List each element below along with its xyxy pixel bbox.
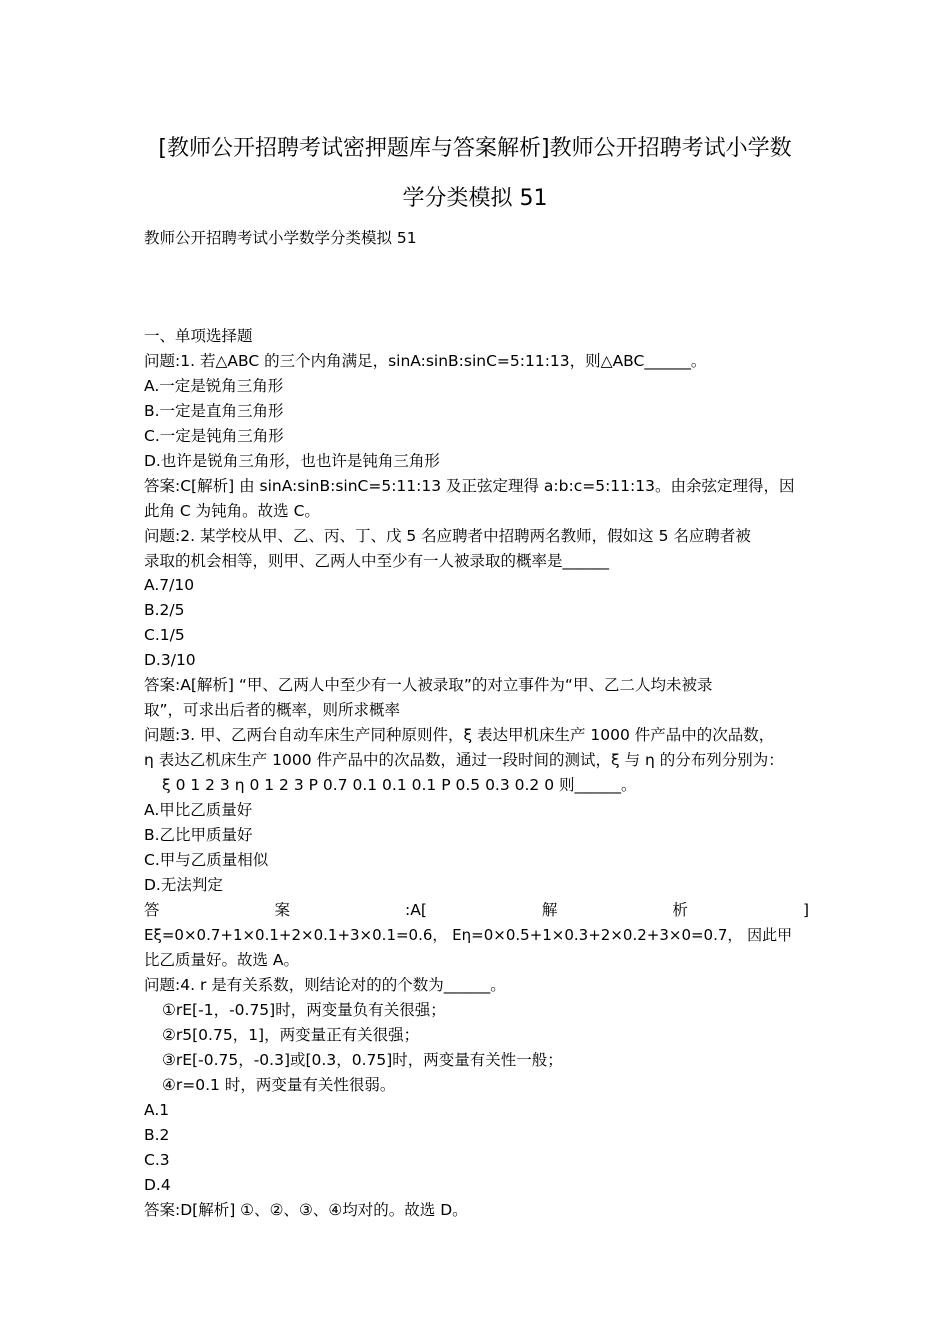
question-3-option-a: A.甲比乙质量好 bbox=[144, 801, 253, 819]
question-3-answer-line-1 bbox=[144, 900, 809, 920]
answer-token: 析 bbox=[672, 901, 688, 919]
question-2-answer-line-2: 取”，可求出后者的概率，则所求概率 bbox=[144, 701, 401, 719]
question-4-option-a: A.1 bbox=[144, 1101, 170, 1119]
section-heading: 一、单项选择题 bbox=[144, 327, 253, 345]
question-3-answer-line-2: Eξ=0×0.7+1×0.1+2×0.1+3×0.1=0.6， Eη=0×0.5+1×0.3+2×0.2+3×0=0.7， 因此甲 bbox=[144, 926, 793, 944]
answer-token: 案 bbox=[274, 901, 291, 919]
document-title-line-1: [教师公开招聘考试密押题库与答案解析]教师公开招聘考试小学数 bbox=[158, 136, 792, 161]
question-2-option-d: D.3/10 bbox=[144, 651, 196, 669]
question-2-answer-line-1: 答案:A[解析] “甲、乙两人中至少有一人被录取”的对立事件为“甲、乙二人均未被录 bbox=[144, 676, 713, 694]
question-2-option-a: A.7/10 bbox=[144, 576, 195, 594]
question-4-statement-1: ①rE[-1，-0.75]时，两变量负有关很强； bbox=[162, 1001, 446, 1019]
question-1-answer-line-2: 此角 C 为钝角。故选 C。 bbox=[144, 502, 320, 520]
question-4-statement-3: ③rE[-0.75，-0.3]或[0.3，0.75]时，两变量有关性一般； bbox=[162, 1051, 563, 1069]
question-3-distribution-line: ξ 0 1 2 3 η 0 1 2 3 P 0.7 0.1 0.1 0.1 P 0.5 0.3 0.2 0 则______。 bbox=[162, 776, 637, 794]
answer-token: 答 bbox=[144, 901, 160, 919]
question-1-option-d: D.也许是锐角三角形，也也许是钝角三角形 bbox=[144, 452, 440, 470]
question-3-option-c: C.甲与乙质量相似 bbox=[144, 851, 269, 869]
answer-token: :A[ bbox=[405, 901, 427, 919]
question-4-stem: 问题:4. r 是有关系数，则结论对的的个数为______。 bbox=[144, 976, 506, 994]
question-4-statement-4: ④r=0.1 时，两变量有关性很弱。 bbox=[162, 1076, 396, 1094]
question-1-answer-line-1: 答案:C[解析] 由 sinA:sinB:sinC=5:11:13 及正弦定理得 a:b:c=5:11:13。由余弦定理得，因 bbox=[144, 477, 795, 495]
question-2-option-b: B.2/5 bbox=[144, 601, 185, 619]
question-1-stem: 问题:1. 若△ABC 的三个内角满足，sinA:sinB:sinC=5:11:13，则△ABC______。 bbox=[144, 352, 707, 370]
question-4-answer: 答案:D[解析] ①、②、③、④均对的。故选 D。 bbox=[144, 1201, 468, 1219]
question-3-option-b: B.乙比甲质量好 bbox=[144, 826, 253, 844]
answer-token: 解 bbox=[541, 901, 558, 919]
question-1-option-a: A.一定是锐角三角形 bbox=[144, 377, 284, 395]
question-3-stem-line-1: 问题:3. 甲、乙两台自动车床生产同种原则件，ξ 表达甲机床生产 1000 件产品中的次品数， bbox=[144, 726, 775, 744]
question-2-stem-line-2: 录取的机会相等，则甲、乙两人中至少有一人被录取的概率是______ bbox=[144, 552, 610, 570]
question-1-option-b: B.一定是直角三角形 bbox=[144, 402, 284, 420]
answer-token: ] bbox=[802, 901, 809, 919]
question-1-option-c: C.一定是钝角三角形 bbox=[144, 427, 284, 445]
question-4-option-c: C.3 bbox=[144, 1151, 170, 1169]
question-3-answer-line-3: 比乙质量好。故选 A。 bbox=[144, 951, 300, 969]
question-2-option-c: C.1/5 bbox=[144, 626, 185, 644]
question-4-option-d: D.4 bbox=[144, 1176, 171, 1194]
document-subtitle: 教师公开招聘考试小学数学分类模拟 51 bbox=[144, 229, 417, 247]
question-2-stem-line-1: 问题:2. 某学校从甲、乙、丙、丁、戊 5 名应聘者中招聘两名教师，假如这 5 名应聘者被 bbox=[144, 527, 751, 545]
question-4-option-b: B.2 bbox=[144, 1126, 170, 1144]
question-4-statement-2: ②r5[0.75，1]，两变量正有关很强； bbox=[162, 1026, 420, 1044]
question-3-option-d: D.无法判定 bbox=[144, 876, 223, 894]
question-3-stem-line-2: η 表达乙机床生产 1000 件产品中的次品数，通过一段时间的测试，ξ 与 η 的分布列分别为： bbox=[144, 751, 784, 769]
document-title-line-2: 学分类模拟 51 bbox=[402, 186, 548, 211]
